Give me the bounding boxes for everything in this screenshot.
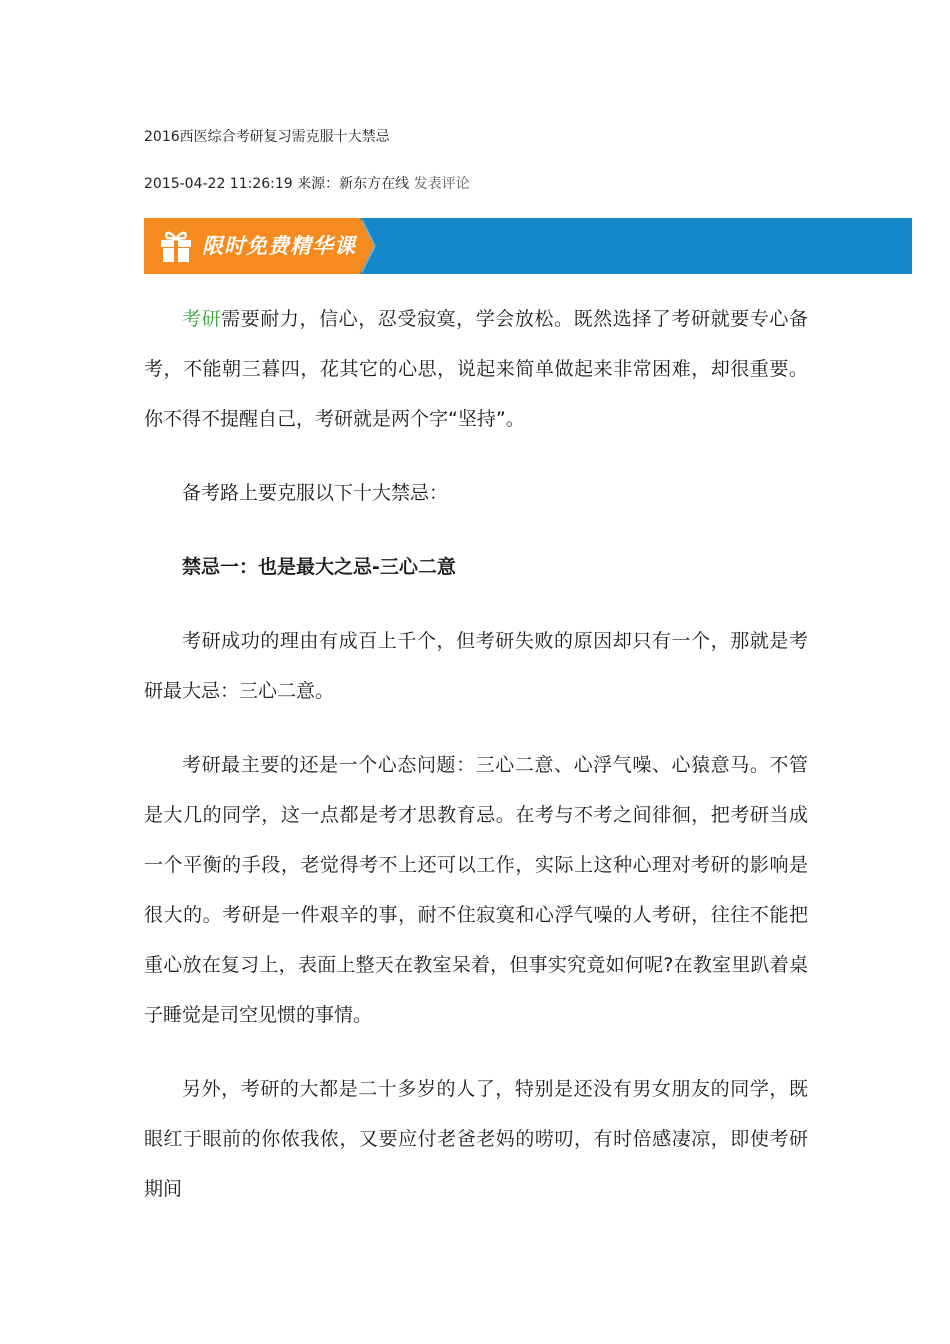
keyword-link-kaoyan[interactable]: 考研 [182,308,222,330]
paragraph-intro [144,294,808,444]
gift-icon [158,228,194,264]
paragraph-taboo-1-extra: 另外，考研的大都是二十多岁的人了，特别是还没有男女朋友的同学，既眼红于眼前的你侬我侬，又要应付老爸老妈的唠叨，有时倍感凄凉，即使考研期间 [144,1078,808,1200]
paragraph-taboo-1-detail: 考研最主要的还是一个心态问题：三心二意、心浮气噪、心猿意马。不管是大几的同学，这一点都是考才思教育忌。在考与不考之间徘徊，把考研当成一个平衡的手段，老觉得考不上还可以工作，实际上这种心理对考研的影响是很大的。考研是一件艰辛的事，耐不住寂寞和心浮气噪的人考研，往往不能把重心放在复习上，表面上整天在教室呆着，但事实究竟如何呢?在教室里趴着桌子睡觉是司空见惯的事情。 [144,754,808,1026]
paragraph-intro-text: 需要耐力，信心，忍受寂寞，学会放松。既然选择了考研就要专心备考，不能朝三暮四，花其它的心思，说起来简单做起来非常困难，却很重要。你不得不提醒自己，考研就是两个字“坚持”。 [144,308,808,430]
source-name: 新东方在线 [339,176,410,192]
source-label: 来源： [297,176,340,192]
banner-arrow [360,218,374,274]
article-datetime: 2015-04-22 11:26:19 [144,176,293,192]
paragraph-taboo-1-reason: 考研成功的理由有成百上千个，但考研失败的原因却只有一个，那就是考研最大忌：三心二意。 [144,630,808,702]
free-course-banner[interactable] [144,218,912,274]
article-title: 2016西医综合考研复习需克服十大禁忌 [144,129,390,145]
banner-text: 限时免费精华课 [202,234,356,258]
post-comment-link[interactable]: 发表评论 [413,176,470,192]
section-heading-taboo-1: 禁忌一：也是最大之忌-三心二意 [182,556,456,578]
article-meta [144,174,470,194]
paragraph-taboo-list-intro: 备考路上要克服以下十大禁忌： [182,482,449,504]
article-body [144,294,808,1238]
